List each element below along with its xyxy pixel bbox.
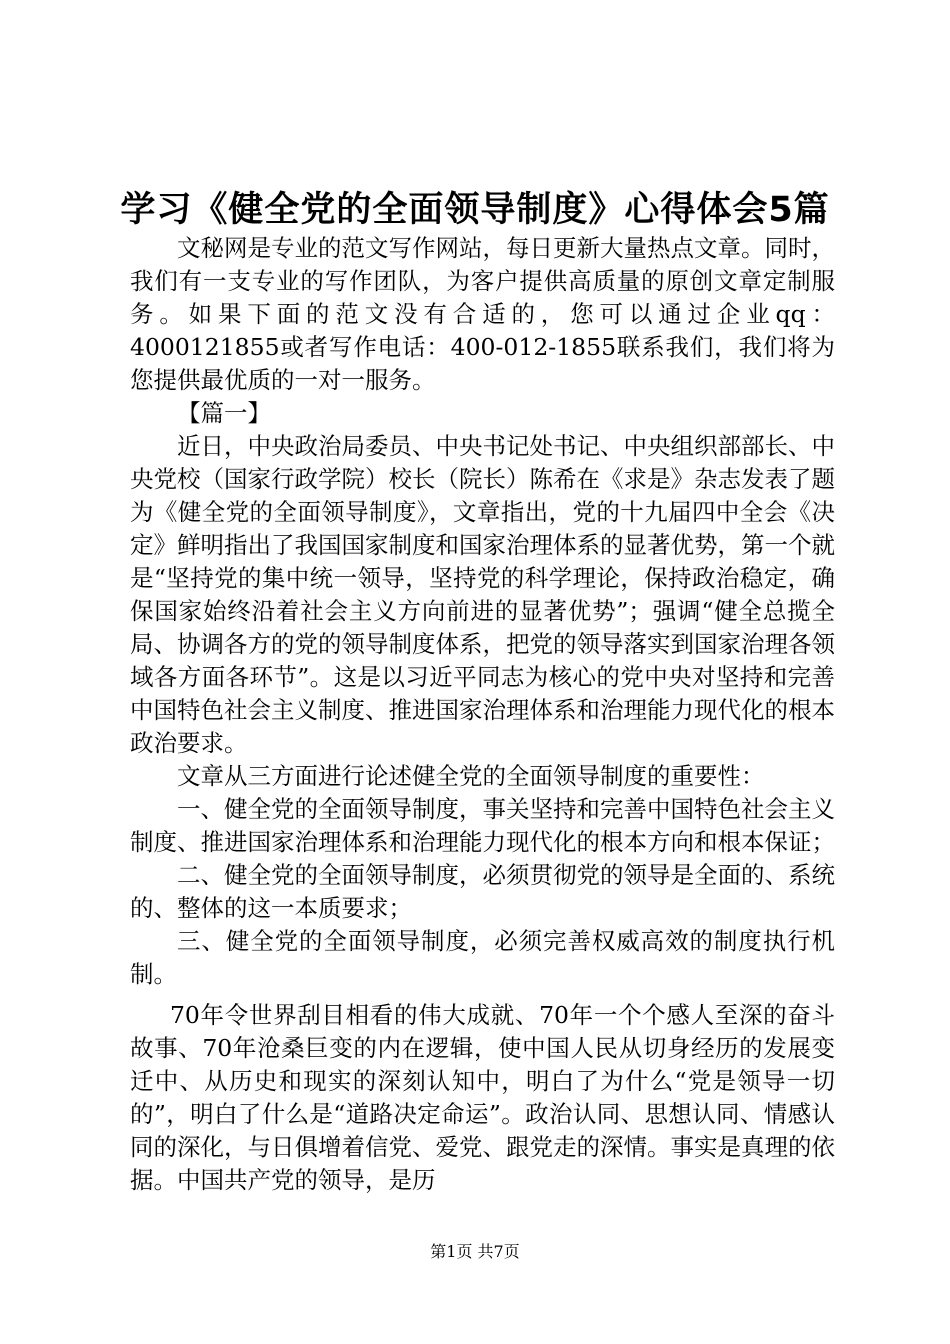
intro-paragraph: 文秘网是专业的范文写作网站，每日更新大量热点文章。同时，我们有一支专业的写作团队，为客户提供高质量的原创文章定制服务。如果下面的范文没有合适的，您可以通过企业qq：4000121855或者写作电话：400-012-1855联系我们，我们将为您提供最优质的一对一服务。: [130, 234, 835, 394]
list-item: 一、健全党的全面领导制度，事关坚持和完善中国特色社会主义制度、推进国家治理体系和治理能力现代化的根本方向和根本保证；: [130, 795, 835, 856]
document-title: 学习《健全党的全面领导制度》心得体会5篇: [120, 190, 830, 230]
page-number-footer: 第1页 共7页: [430, 1242, 520, 1261]
section-heading: 【篇一】: [177, 399, 271, 427]
body-paragraph: 70年令世界刮目相看的伟大成就、70年一个个感人至深的奋斗故事、70年沧桑巨变的内在逻辑，使中国人民从切身经历的发展变迁中、从历史和现实的深刻认知中，明白了为什么“党是领导一切的”，明白了什么是“道路决定命运”。政治认同、思想认同、情感认同的深化，与日俱增着信党、爱党、跟党走的深情。事实是真理的依据。中国共产党的领导，是历: [130, 1001, 835, 1194]
body-paragraph: 文章从三方面进行论述健全党的全面领导制度的重要性：: [177, 762, 765, 790]
list-item: 三、健全党的全面领导制度，必须完善权威高效的制度执行机制。: [130, 927, 835, 988]
document-body: [130, 232, 835, 1197]
list-item: 二、健全党的全面领导制度，必须贯彻党的领导是全面的、系统的、整体的这一本质要求；: [130, 861, 835, 922]
body-paragraph: 近日，中央政治局委员、中央书记处书记、中央组织部部长、中央党校（国家行政学院）校长（院长）陈希在《求是》杂志发表了题为《健全党的全面领导制度》，文章指出，党的十九届四中全会《决定》鲜明指出了我国国家制度和国家治理体系的显著优势，第一个就是“坚持党的集中统一领导，坚持党的科学理论，保持政治稳定，确保国家始终沿着社会主义方向前进的显著优势”；强调“健全总揽全局、协调各方的党的领导制度体系，把党的领导落实到国家治理各领域各方面各环节”。这是以习近平同志为核心的党中央对坚持和完善中国特色社会主义制度、推进国家治理体系和治理能力现代化的根本政治要求。: [130, 432, 835, 757]
